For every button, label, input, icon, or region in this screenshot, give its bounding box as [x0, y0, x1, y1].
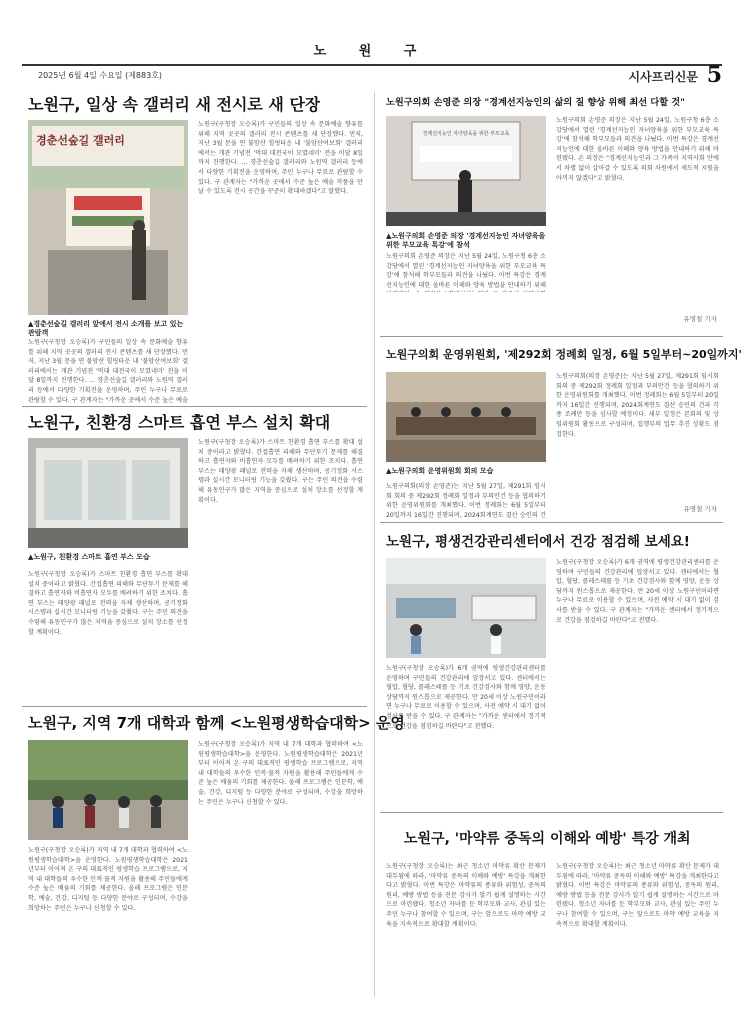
- masthead: [22, 40, 722, 88]
- article-learning-college: [22, 712, 405, 997]
- smoking-booth-photo: [28, 438, 188, 548]
- article-body: 노원구(구청장 오승록)가 지역 내 7개 대학과 협력하여 <노원평생학습대학>을 운영한다. 노원평생학습대학은 2021년부터 이어져 온 구의 대표적인 평생학습 프로그램으로, 지역 내 대학들의 우수한 인적·물적 자원을 활용해 주민들에게 수준 높은 배움의 기회를 제공한다. 올해 프로그램은 인문학, 예술, 건강, 디지털 등 다양한 분야로 구성되며, 수강을 희망하는 주민은 누구나 신청할 수 있다.: [28, 847, 188, 912]
- article-headline: 노원구의회 운영위원회, '제292회 정례회 일정, 6월 5일부터~20일까지': [386, 348, 742, 361]
- photo-caption: ▲노원구, 친환경 스마트 흡연 부스 모습: [28, 553, 150, 561]
- article-drug-prevention: [380, 818, 723, 998]
- article-body: 노원구의회 손영준 의장은 지난 5월 24일, 노원구청 6층 소강당에서 열린 '경계선지능인 자녀양육을 위한 부모교육 특강'에 참석해 학부모들과 의견을 나눴다. 이번 특강은 경계선지능인에 대한 올바른 이해와 양육 방법을 안내하기 위해: [386, 253, 546, 289]
- article-body: 노원구(구청장 오승록)가 구민들의 일상 속 문화예술 향유를 위해 지역 곳곳의 갤러리 전시 콘텐츠를 새 단장했다. 먼저, 지난 3월 문을 연 불암산 힐링타운 내 '불암산여보회' 갤러리에서는 개관 기념전 '먹대 대전국이 모였네미' 전을 이달 8일까지 진행한다. ... 경춘선숲길 갤러리와 노원역 갤러리 등에서 다양한 기획전을 운영하며, 주민 누구나 무료로 관람할 수 있다. 구 관계자는 "가까운 곳에서 수준 높은 예술: [28, 339, 188, 404]
- gallery-sign-text: 경춘선숲길 갤러리: [36, 134, 125, 147]
- article-gallery: [22, 92, 367, 407]
- article-body: 노원구의회(의장 손영준)는 지난 5월 27일, 제291회 임시회 회의 중 제292회 정례회 일정과 부의안건 등을 협의하기 위한 운영위원회를 개최했다. 이번 정례회는 6월 5일부터 20일까지 16일간 진행되며, 2024회계연도 결산 승인의 건: [386, 483, 546, 518]
- article-headline: 노원구, '마약류 중독의 이해와 예방' 특강 개최: [404, 831, 691, 847]
- article-separator: [380, 522, 723, 523]
- article-body-continued: 노원구의회 손영준 의장은 지난 5월 24일, 노원구청 6층 소강당에서 열린 '경계선지능인 자녀양육을 위한 부모교육 특강'에 참석해 학부모들과 의견을 나눴다. 이번 특강은 경계선지능인에 대한 올바른 이해와 양육 방법을 안내하기 위해 마련됐다. 손 의장은 "경계선지능인과 그 가족이 지역사회 안에서 차별 없이 살아갈 수 있도록 의회 차원에서 제도적 지원을 아끼지 않겠다"고 밝혔다.: [556, 117, 719, 182]
- clinic-illustration: [386, 558, 546, 658]
- article-headline: 노원구, 지역 7개 대학과 함께 <노원평생학습대학> 운영: [28, 714, 405, 732]
- booth-illustration: [28, 438, 188, 548]
- article-headline: 노원구, 일상 속 갤러리 새 전시로 새 단장: [28, 95, 321, 114]
- article-body-continued: 노원구의회(의장 손영준)는 지난 5월 27일, 제291회 임시회 회의 중 제292회 정례회 일정과 부의안건 등을 협의하기 위한 운영위원회를 개최했다. 이번 정례회는 6월 5일부터 20일까지 16일간 진행되며, 2024회계연도 결산 승인의 건과 각종 조례안 등을 심사할 예정이다. 세부 일정은 본회의 및 상임위원회 활동으로 구성되며, 집행부의 업무 추진 상황도 점검한다.: [556, 373, 719, 438]
- meeting-illustration: [386, 372, 546, 462]
- gallery-illustration: [28, 120, 188, 315]
- page-number: 5: [706, 62, 722, 88]
- article-separator: [380, 812, 723, 813]
- photo-caption: ▲경춘선숲길 갤러리 앞에서 전시 소개를 보고 있는 관람객: [28, 320, 184, 337]
- committee-photo: [386, 372, 546, 462]
- issue-date: 2025년 6월 4일 수요일 (제883호): [38, 71, 163, 80]
- gallery-photo: [28, 120, 188, 315]
- health-center-photo: [386, 558, 546, 658]
- article-separator: [22, 706, 367, 707]
- article-separator: [22, 406, 367, 407]
- masthead-rule: [22, 64, 722, 66]
- article-body-continued: 노원구(구청장 오승록)가 구민들의 일상 속 문화예술 향유를 위해 지역 곳곳의 갤러리 전시 콘텐츠를 새 단장했다. 먼저, 지난 3월 문을 연 불암산 힐링타운 내 '불암산여보회' 갤러리에서는 개관 기념전 '먹대 대전국이 모였네미' 전을 이달 8일까지 진행한다. ... 경춘선숲길 갤러리와 노원역 갤러리 등에서 다양한 기획전을 운영하며, 주민 누구나 무료로 관람할 수 있다. 구 관계자는 "가까운 곳에서 수준 높은 예술 작품을 만날 수 있도록 전시 공간을 꾸준히 확대하겠다"고 말했다.: [198, 121, 363, 196]
- section-title: 노 원 구: [313, 44, 431, 59]
- article-headline: 노원구, 친환경 스마트 흡연 부스 설치 확대: [28, 413, 331, 432]
- reporter-byline: 유명철 기자: [683, 315, 717, 323]
- article-body-continued: 노원구(구청장 오승록)가 6개 권역에 평생건강관리센터를 운영하며 구민들의 건강관리에 앞장서고 있다. 센터에서는 혈압, 혈당, 콜레스테롤 등 기초 건강검사와 함께 영양, 운동 상담까지 원스톱으로 제공한다. 만 20세 이상 노원구민이라면 누구나 무료로 이용할 수 있으며, 사전 예약 시 대기 없이 검사를 받을 수 있다. 구 관계자는 "가까운 센터에서 정기적으로 건강을 점검하길 바란다"고 전했다.: [556, 559, 719, 624]
- college-illustration: [28, 740, 188, 840]
- article-council-chair: [380, 92, 723, 332]
- article-body-continued: 노원구(구청장 오승록)가 지역 내 7개 대학과 협력하여 <노원평생학습대학>을 운영한다. 노원평생학습대학은 2021년부터 이어져 온 구의 대표적인 평생학습 프로그램으로, 지역 내 대학들의 우수한 인적·물적 자원을 활용해 주민들에게 수준 높은 배움의 기회를 제공한다. 올해 프로그램은 인문학, 예술, 건강, 디지털 등 다양한 분야로 구성되며, 수강을 희망하는 주민은 누구나 신청할 수 있다.: [198, 741, 363, 806]
- council-chair-photo: [386, 116, 546, 226]
- college-photo: [28, 740, 188, 840]
- article-operations-committee: [380, 340, 742, 520]
- article-smoking-booth: [22, 410, 367, 705]
- article-body: 노원구(구청장 오승록)가 6개 권역에 평생건강관리센터를 운영하며 구민들의 건강관리에 앞장서고 있다. 센터에서는 혈압, 혈당, 콜레스테롤 등 기초 건강검사와 함께 영양, 운동 상담까지 원스톱으로 제공한다. 만 20세 이상 노원구민이라면 누구나 무료로 이용할 수 있으며, 사전 예약 시 대기 없이 검사를 받을 수 있다. 구 관계자는 "가까운 센터에서 정기적으로 건강을 점검하길 바란다"고 전했다.: [386, 665, 546, 730]
- article-body: 노원구(구청장 오승록)는 최근 청소년 마약류 확산 문제가 대두됨에 따라, '마약류 중독의 이해와 예방' 특강을 개최한다고 밝혔다. 이번 특강은 마약류의 종류와 위험성, 중독의 원리, 예방 방법 등을 전문 강사가 알기 쉽게 설명하는 시간으로 마련됐다. 청소년 자녀를 둔 학부모와 교사, 관심 있는 주민 누구나 참여할 수 있으며, 구는 앞으로도 마약 예방 교육을 지속적으로 확대할 계획이다.: [386, 863, 546, 928]
- article-body-continued: 노원구(구청장 오승록)가 스마트 친환경 흡연 부스를 확대 설치 중이라고 밝혔다. 간접흡연 피해와 무단투기 문제를 해결하고 흡연자와 비흡연자 모두를 배려하기 위한 조치다. 흡연 부스는 태양광 패널로 전력을 자체 생산하며, 공기정화 시스템과 실시간 모니터링 기능을 갖췄다. 구는 주민 의견을 수렴해 유동인구가 많은 지역을 중심으로 설치 장소를 선정할 계획이다.: [198, 439, 363, 504]
- article-health-center: [380, 526, 723, 811]
- article-headline: 노원구의회 손영준 의장 "경계선지능인의 삶의 질 향상 위해 최선 다할 것": [386, 97, 685, 108]
- newspaper-brand: 시사프리신문: [628, 70, 698, 84]
- article-headline: 노원구, 평생건강관리센터에서 건강 점검해 보세요!: [386, 534, 690, 550]
- reporter-byline: 유명철 기자: [683, 505, 717, 513]
- photo-caption: ▲노원구의회 운영위원회 회의 모습: [386, 467, 494, 475]
- article-body-continued: 노원구(구청장 오승록)는 최근 청소년 마약류 확산 문제가 대두됨에 따라, '마약류 중독의 이해와 예방' 특강을 개최한다고 밝혔다. 이번 특강은 마약류의 종류와 위험성, 중독의 원리, 예방 방법 등을 전문 강사가 알기 쉽게 설명하는 시간으로 마련됐다. 청소년 자녀를 둔 학부모와 교사, 관심 있는 주민 누구나 참여할 수 있으며, 구는 앞으로도 마약 예방 교육을 지속적으로 확대할 계획이다.: [556, 863, 719, 928]
- lecture-screen-text: 경계선지능인 자녀양육을 위한 부모교육: [422, 131, 510, 137]
- article-body: 노원구(구청장 오승록)가 스마트 친환경 흡연 부스를 확대 설치 중이라고 밝혔다. 간접흡연 피해와 무단투기 문제를 해결하고 흡연자와 비흡연자 모두를 배려하기 위한 조치다. 흡연 부스는 태양광 패널로 전력을 자체 생산하며, 공기정화 시스템과 실시간 모니터링 기능을 갖췄다. 구는 주민 의견을 수렴해 유동인구가 많은 지역을 중심으로 설치 장소를 선정할 계획이다.: [28, 571, 188, 636]
- column-divider: [374, 92, 375, 997]
- photo-caption: ▲노원구의회 손영준 의장 '경계선지능인 자녀양육을 위한 부모교육 특강'에 참석: [386, 232, 546, 249]
- article-separator: [380, 336, 723, 337]
